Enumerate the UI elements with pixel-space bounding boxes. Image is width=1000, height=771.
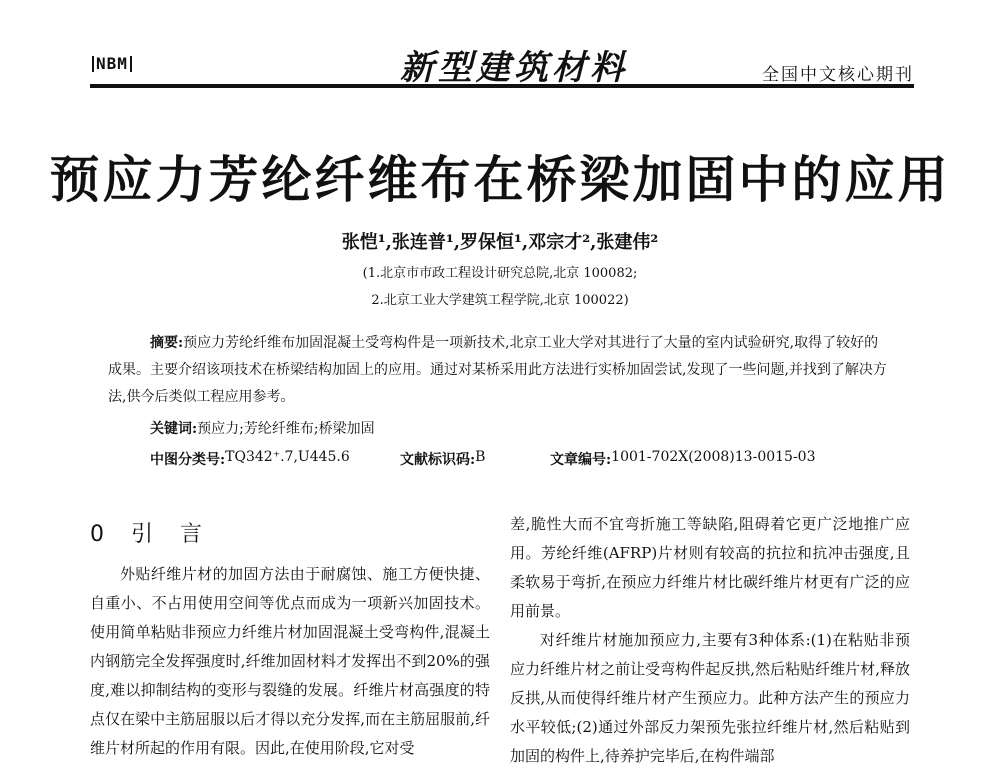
keywords-text: 预应力;芳纶纤维布;桥梁加固	[197, 421, 375, 437]
abstract-label: 摘要:	[150, 335, 184, 351]
journal-name: 新型建筑材料	[400, 48, 628, 88]
section-number: 0	[90, 522, 114, 547]
keywords-label: 关键词:	[150, 421, 198, 437]
section-title: 引 言	[131, 522, 212, 547]
doc-code-value: B	[475, 449, 486, 465]
article-title: 预应力芳纶纤维布在桥梁加固中的应用	[49, 151, 951, 209]
abstract-line-1: 预应力芳纶纤维布加固混凝土受弯构件是一项新技术,北京工业大学对其进行了大量的室内试验研究,取得了较好的	[183, 335, 879, 351]
article-no-value: 1001-702X(2008)13-0015-03	[611, 449, 816, 465]
left-paragraph-1: 外贴纤维片材的加固方法由于耐腐蚀、施工方便快捷、自重小、不占用使用空间等优点而成为一项新兴加固技术。使用简单粘贴非预应力纤维片材加固混凝土受弯构件,混凝土内钢筋完全发挥强度时,纤维加固材料才发挥出不到20%的强度,难以抑制结构的变形与裂缝的发展。纤维片材高强度的特点仅在梁中主筋屈服以后才得以充分发挥,而在主筋屈服前,纤维片材所起的作用有限。因此,在使用阶段,它对受	[90, 565, 490, 757]
right-paragraph-1: 差,脆性大而不宜弯折施工等缺陷,阻碍着它更广泛地推广应用。芳纶纤维(AFRP)片材则有较高的抗拉和抗冲击强度,且柔软易于弯折,在预应力纤维片材比碳纤维片材更有广泛的应用前景。	[510, 515, 910, 620]
abstract-line-3: 法,供今后类似工程应用参考。	[108, 389, 295, 405]
section-heading	[90, 520, 490, 560]
clc-value: TQ342⁺.7,U445.6	[225, 449, 350, 465]
abstract	[108, 330, 908, 411]
abstract-line-2: 成果。主要介绍该项技术在桥梁结构加固上的应用。通过对某桥采用此方法进行实桥加固尝试,发现了一些问题,并找到了解决方	[108, 362, 887, 378]
right-paragraph-2: 对纤维片材施加预应力,主要有3种体系:(1)在粘贴非预应力纤维片材之前让受弯构件起反拱,然后粘贴纤维片材,释放反拱,从而使得纤维片材产生预应力。此种方法产生的预应力水平较低;(2)通过外部反力架预先张拉纤维片材,然后粘贴到加固的构件上,待养护完毕后,在构件端部	[510, 631, 910, 765]
header-rule	[90, 84, 914, 88]
keywords	[150, 418, 375, 438]
journal-logo: NBM	[92, 56, 132, 72]
left-column	[90, 520, 490, 763]
right-column	[510, 510, 910, 771]
doc-code-label: 文献标识码:	[400, 452, 476, 468]
clc-label: 中图分类号:	[150, 452, 226, 468]
affiliation-1: (1.北京市市政工程设计研究总院,北京 100082;	[362, 266, 638, 281]
affiliation-2: 2.北京工业大学建筑工程学院,北京 100022)	[371, 293, 629, 308]
journal-tag: 全国中文核心期刊	[762, 65, 914, 85]
article-no-label: 文章编号:	[550, 452, 612, 468]
author-list: 张恺¹,张连普¹,罗保恒¹,邓宗才²,张建伟²	[341, 232, 659, 253]
